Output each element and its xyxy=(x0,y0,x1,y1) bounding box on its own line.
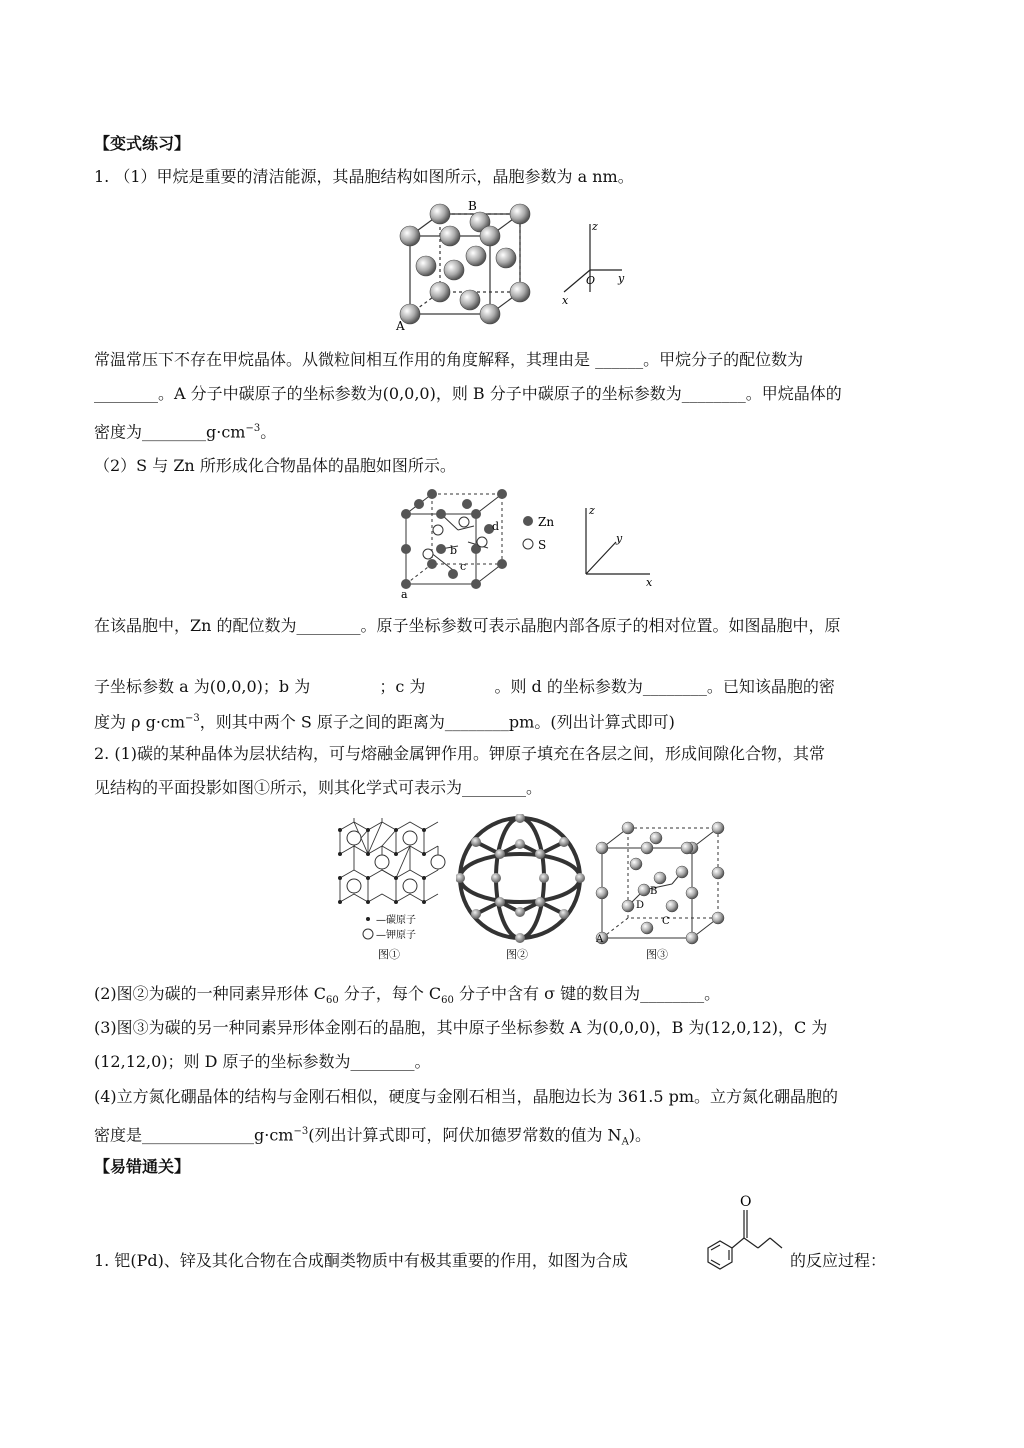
butyrophenone-structure xyxy=(698,1190,786,1274)
q2-text-5: (12,12,0)；则 D 原子的坐标参数为________。 xyxy=(94,1052,431,1071)
q1-part1-text: 1. （1）甲烷是重要的清洁能源，其晶胞结构如图所示，晶胞参数为 a nm。 xyxy=(94,167,634,186)
fig2-label-a: a xyxy=(401,588,408,601)
fig5-caption: 图③ xyxy=(646,948,668,961)
fig1-label-b: B xyxy=(468,199,477,213)
fig2-label-c: c xyxy=(460,560,467,573)
fig3-legend-potassium: —钾原子 xyxy=(376,930,416,941)
zn-legend-dot xyxy=(523,516,533,526)
fig1-axis-z: z xyxy=(592,220,598,233)
q3-text-1-part-a: 1. 钯(Pd)、锌及其化合物在合成酮类物质中有极其重要的作用，如图为合成 xyxy=(94,1251,628,1270)
fig6-label-o: O xyxy=(740,1194,752,1210)
q1-text-8: 度为 ρ $g\cdot cm^{-3}$，则其中两个 S 原子之间的距离为________pm。(列出计算式即可) xyxy=(94,712,675,732)
carbon-legend-dot xyxy=(366,917,370,921)
q2-text-7: 密度是$\_\_\_\_\_\_\_\_\_\_\_\_\_\_g\cdot cm^{-3}$(列出计算式即可，阿伏加德罗常数的值为 $N_A$)。 xyxy=(94,1125,652,1148)
fig3-legend-carbon: —碳原子 xyxy=(376,915,416,926)
fig2-axis-z: z xyxy=(589,504,595,517)
section-title-error: 【易错通关】 xyxy=(94,1157,191,1176)
q1-text-2: 常温常压下不存在甲烷晶体。从微粒间相互作用的角度解释，其理由是 ______。甲烷分子的配位数为 xyxy=(94,350,804,369)
c60-figure xyxy=(456,814,586,962)
q1-text-4: 密度为$\_\_\_\_\_\_\_\_g\cdot cm^{-3}$。 xyxy=(94,422,277,442)
q1-text-3: ________。A 分子中碳原子的坐标参数为(0,0,0)，则 B 分子中碳原子的坐标参数为________。甲烷晶体的 xyxy=(94,384,842,403)
fig1-axis-o: O xyxy=(586,274,596,287)
q2-text-4: (3)图③为碳的另一种同素异形体金刚石的晶胞，其中原子坐标参数 A 为(0,0,0)，B 为(12,0,12)，C 为 xyxy=(94,1018,828,1037)
fig3-caption: 图① xyxy=(378,948,400,961)
fig1-label-a: A xyxy=(396,319,405,333)
potassium-legend-dot xyxy=(363,929,373,939)
fig4-caption: 图② xyxy=(506,948,528,961)
fig2-legend-s: S xyxy=(538,538,547,552)
fig2-axis-x: x xyxy=(646,576,653,589)
fig5-label-c: C xyxy=(662,916,670,927)
fig5-label-a: A xyxy=(596,934,604,945)
fig5-label-b: B xyxy=(650,886,658,897)
q1-text-5: （2）S 与 Zn 所形成化合物晶体的晶胞如图所示。 xyxy=(94,456,456,475)
q1-text-7: 子坐标参数 a 为(0,0,0)；b 为 ；c 为 。则 d 的坐标参数为________。已知该晶胞的密 xyxy=(94,677,835,696)
graphite-potassium-figure xyxy=(334,818,446,962)
fig5-label-d: D xyxy=(636,900,645,911)
fig1-axis-y: y xyxy=(618,272,625,285)
zns-crystal-figure xyxy=(398,486,658,602)
q2-text-3: (2)图②为碳的一种同素异形体 $C_{60}$ 分子，每个 $C_{60}$ 分子中含有 σ 键的数目为________。 xyxy=(94,984,721,1007)
q1-text-6: 在该晶胞中，Zn 的配位数为________。原子坐标参数可表示晶胞内部各原子的相对位置。如图晶胞中，原 xyxy=(94,616,841,635)
fig2-label-d: d xyxy=(492,520,500,533)
q2-text-2: 见结构的平面投影如图①所示，则其化学式可表示为________。 xyxy=(94,778,543,797)
q2-text-6: (4)立方氮化硼晶体的结构与金刚石相似，硬度与金刚石相当，晶胞边长为 361.5 pm。立方氮化硼晶胞的 xyxy=(94,1087,839,1106)
s-legend-dot xyxy=(523,539,533,549)
fig2-axis-y: y xyxy=(616,532,623,545)
methane-crystal-figure xyxy=(392,196,652,334)
q3-text-1-part-b: 的反应过程： xyxy=(790,1251,887,1270)
q2-text-1: 2. (1)碳的某种晶体为层状结构，可与熔融金属钾作用。钾原子填充在各层之间，形成间隙化合物，其常 xyxy=(94,744,826,763)
diamond-crystal-figure xyxy=(592,820,726,962)
fig1-axis-x: x xyxy=(562,294,569,307)
fig2-legend-zn: Zn xyxy=(538,515,555,529)
section-title-variant: 【变式练习】 xyxy=(94,134,191,153)
fig2-label-b: b xyxy=(450,544,458,557)
